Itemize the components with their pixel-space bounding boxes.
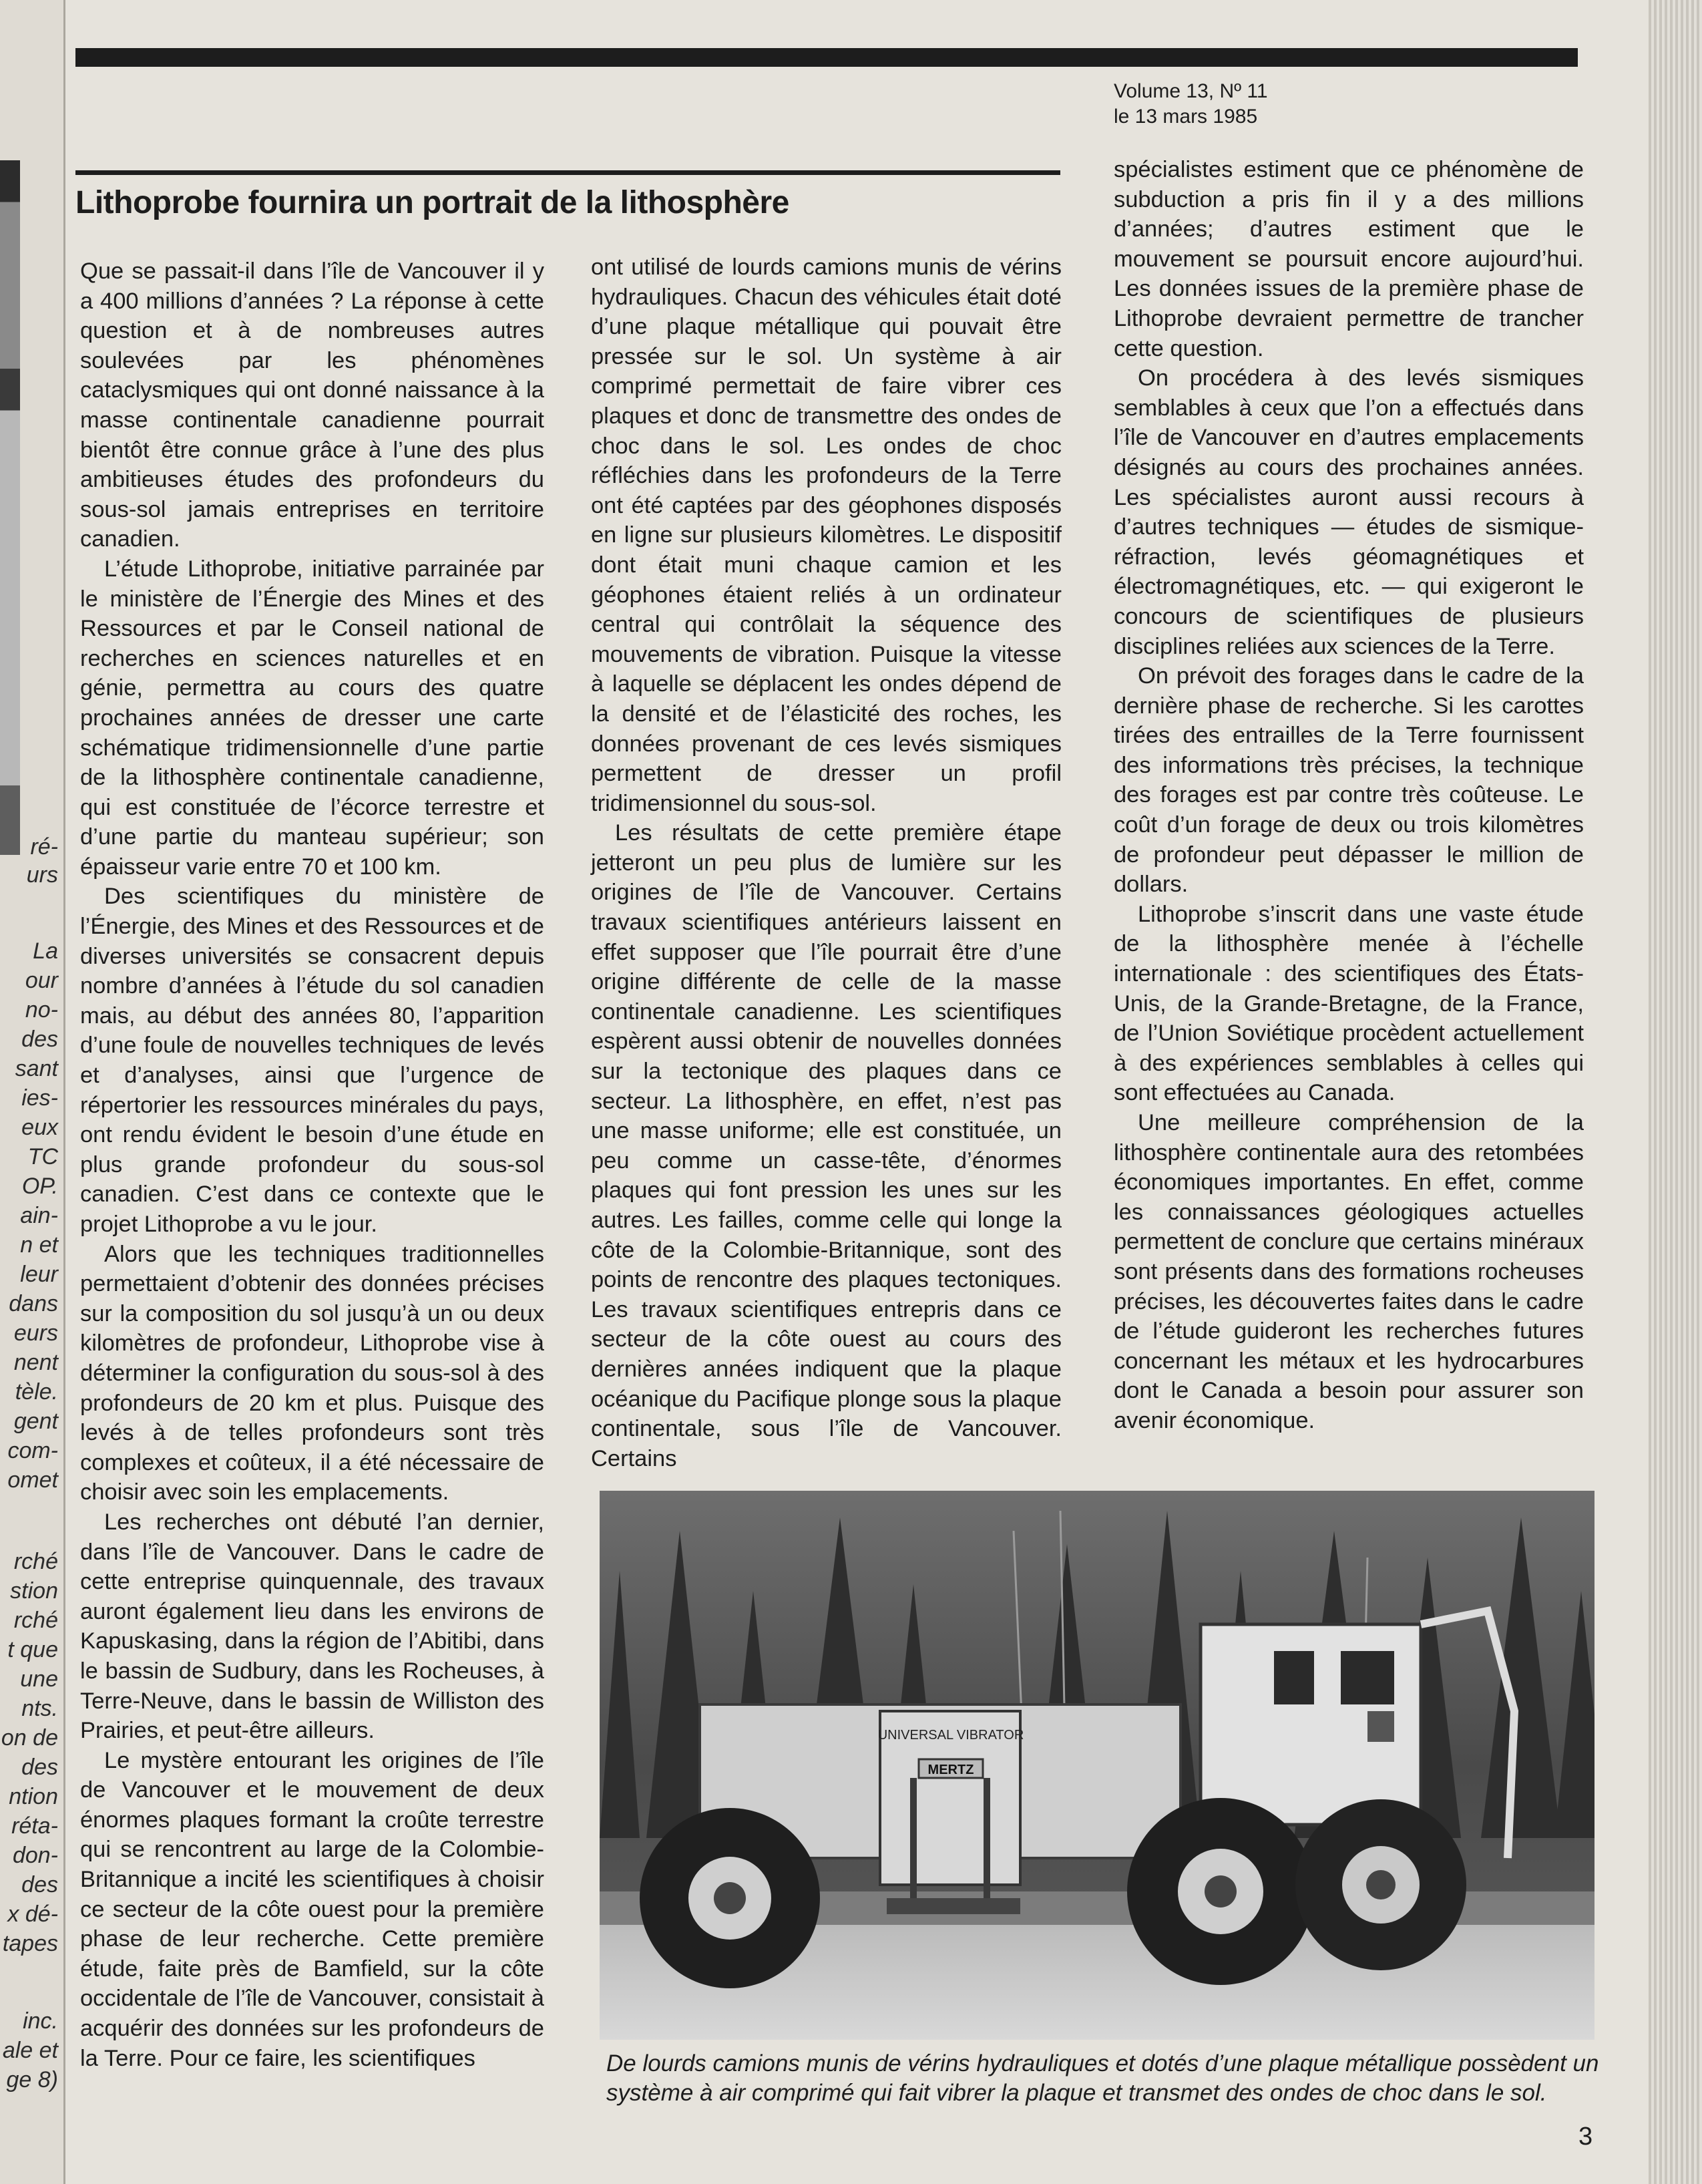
margin-fragment: on de bbox=[1, 1725, 58, 1751]
truck-illustration bbox=[600, 1491, 1594, 2040]
photo-caption: De lourds camions munis de vérins hydrauliques et dotés d’une plaque métallique possèdent un système à air comprimé qui fait vibrer la plaque et transmet des ondes de choc dans le sol. bbox=[606, 2050, 1599, 2106]
issue-volume: Volume 13, Nº 11 bbox=[1114, 80, 1268, 102]
paragraph: Le mystère entourant les origines de l’île de Vancouver et le mouvement de deux énormes plaques formant la croûte terrestre qui se rencontrent au large de la Colombie-Britannique a incité les scientifiques à choisir ce secteur de la côte ouest pour la première phase de leur recherche. Cette première étude, faite près de Bamfield, sur la côte occidentale de l’île de Vancouver, consistait à acquérir des données sur les profondeurs de la Terre. Pour ce faire, les scientifiques bbox=[80, 1747, 544, 2071]
margin-fragment: n et bbox=[20, 1232, 58, 1258]
paragraph: Alors que les techniques traditionnelles permettaient d’obtenir des données précises sur la composition du sol jusqu’à un ou deux kilomètres de profondeur, Lithoprobe vise à déterminer la configuration du sous-sol à des profondeurs de 20 km et plus. Puisque des levés à de telles profondeurs sont très complexes et coûteux, il a été nécessaire de choisir avec soin les emplacements. bbox=[80, 1241, 544, 1505]
paragraph: Les résultats de cette première étape jetteront un peu plus de lumière sur les origines de l’île de Vancouver. Certains travaux scientifiques antérieurs laissent en effet supposer que l’île pourrait être d’une origine différente de celle de la masse continentale canadienne. Les scientifiques espèrent aussi obtenir de nouvelles données sur la tectonique des plaques dans ce secteur. La lithosphère, en effet, n’est pas une masse uniforme; elle est constituée, un peu comme un casse-tête, d’énormes plaques qui font pression les unes sur les autres. Les failles, comme celle qui longe la côte de la Colombie-Britannique, sont des points de rencontre des plaques tectoniques. Les travaux scientifiques entrepris dans ce secteur de la côte ouest au cours des dernières années indiquent que la plaque océanique du Pacifique plonge sous la plaque continentale, sous l’île de Vancouver. Certains bbox=[591, 820, 1062, 1471]
margin-fragment: ies- bbox=[21, 1085, 58, 1111]
margin-fragment: urs bbox=[26, 862, 58, 888]
text-column-2 bbox=[591, 252, 1062, 1473]
margin-fragment: nent bbox=[13, 1350, 58, 1375]
page-number: 3 bbox=[1578, 2123, 1593, 2151]
margin-fragment: des bbox=[21, 1872, 58, 1897]
headline-rule bbox=[75, 170, 1060, 175]
page-stack-edge bbox=[1649, 0, 1702, 2184]
margin-fragment: OP. bbox=[21, 1173, 58, 1199]
paragraph: Une meilleure compréhension de la lithosphère continentale aura des retombées économiques importantes. En effet, comme les connaissances géologiques actuelles permettent de conclure que certains minéraux sont présents dans des formations rocheuses précises, les découvertes faites dans le cadre de l’étude guideront les recherches futures concernant les métaux et les hydrocarbures dont le Canada a besoin pour assurer son avenir économique. bbox=[1114, 1110, 1584, 1433]
paragraph: Des scientifiques du ministère de l’Énergie, des Mines et des Ressources et de diverses universités se consacrent depuis nombre d’années à l’étude du sol canadien mais, au début des années 80, l’apparition d’une foule de nouvelles techniques de levés et d’analyses, ainsi que l’urgence de répertorier les ressources minérales du pays, ont rendu évident le besoin d’une étude en plus grande profondeur du sous-sol canadien. C’est dans ce contexte que le projet Lithoprobe a vu le jour. bbox=[80, 884, 544, 1237]
margin-fragment: ré- bbox=[30, 834, 58, 860]
margin-fragment: des bbox=[21, 1755, 58, 1780]
issue-date: le 13 mars 1985 bbox=[1114, 106, 1258, 128]
margin-fragment: La bbox=[33, 938, 58, 964]
paragraph: On prévoit des forages dans le cadre de la dernière phase de recherche. Si les carottes tirées des entrailles de la Terre fournissent des informations très précises, la technique des forages est par contre très coûteuse. Le coût d’un forage de deux ou trois kilomètres de profondeur peut dépasser le million de dollars. bbox=[1114, 663, 1584, 898]
paragraph: L’étude Lithoprobe, initiative parrainée par le ministère de l’Énergie des Mines et des Ressources et par le Conseil national de recherches en sciences naturelles et en génie, permettra au cours des quatre prochaines années de dresser une carte schématique tridimensionnelle d’une partie de la lithosphère continentale canadienne, qui est constituée de l’écorce terrestre et d’une partie du manteau supérieur; son épaisseur varie entre 70 et 100 km. bbox=[80, 556, 544, 880]
margin-fragment: dans bbox=[9, 1291, 58, 1316]
article-headline: Lithoprobe fournira un portrait de la lithosphère bbox=[75, 185, 789, 220]
top-rule bbox=[75, 48, 1578, 67]
previous-page-margin bbox=[0, 0, 65, 2184]
margin-fragment: tapes bbox=[2, 1931, 58, 1956]
margin-fragment: sant bbox=[15, 1056, 58, 1081]
vehicle-label-text: UNIVERSAL VIBRATOR bbox=[877, 1728, 1024, 1743]
margin-fragment: tèle. bbox=[15, 1379, 58, 1405]
margin-fragment: ge 8) bbox=[6, 2067, 58, 2092]
paragraph: Que se passait-il dans l’île de Vancouver il y a 400 millions d’années ? La réponse à cette question et à de nombreuses autres soulevées par les phénomènes cataclysmiques qui ont donné naissance à la masse continentale canadienne pourrait bientôt être connue grâce à l’une des plus ambitieuses études des profondeurs du sous-sol jamais entreprises en territoire canadien. bbox=[80, 258, 544, 552]
margin-fragment: eux bbox=[21, 1115, 58, 1140]
margin-fragment: com- bbox=[7, 1438, 58, 1463]
text-column-3 bbox=[1114, 155, 1584, 1436]
margin-fragment: une bbox=[20, 1666, 58, 1692]
issue-info bbox=[1114, 79, 1268, 130]
previous-page-photo-edge bbox=[0, 160, 20, 855]
margin-fragment: t que bbox=[7, 1637, 58, 1662]
text-column-1 bbox=[80, 256, 544, 2073]
margin-fragment: omet bbox=[7, 1467, 58, 1493]
margin-fragment: rché bbox=[13, 1549, 58, 1574]
margin-fragment: ale et bbox=[2, 2038, 58, 2063]
margin-fragment: leur bbox=[20, 1262, 58, 1287]
margin-fragment: inc. bbox=[23, 2008, 58, 2034]
paragraph: Lithoprobe s’inscrit dans une vaste étude de la lithosphère menée à l’échelle internationale : des scientifiques des États-Unis, de la Grande-Bretagne, de la France, de l’Union Soviétique procèdent actuellement à des expériences semblables à celles qui sont effectuées au Canada. bbox=[1114, 901, 1584, 1106]
margin-fragment: des bbox=[21, 1027, 58, 1052]
margin-fragment: gent bbox=[13, 1409, 58, 1434]
margin-fragment: nts. bbox=[21, 1696, 58, 1721]
margin-fragment: réta- bbox=[11, 1813, 58, 1839]
brand-plate-text: MERTZ bbox=[927, 1763, 974, 1777]
margin-fragment: rché bbox=[13, 1608, 58, 1633]
margin-fragment: no- bbox=[25, 997, 58, 1023]
margin-fragment: x dé- bbox=[7, 1901, 58, 1927]
paragraph: spécialistes estiment que ce phénomène de subduction a pris fin il y a des millions d’années; d’autres estiment que le mouvement se poursuit encore aujourd’hui. Les données issues de la première phase de Lithoprobe devraient permettre de trancher cette question. bbox=[1114, 157, 1584, 361]
margin-fragment: our bbox=[25, 968, 58, 993]
margin-fragment: ntion bbox=[9, 1784, 58, 1809]
paragraph: ont utilisé de lourds camions munis de vérins hydrauliques. Chacun des véhicules était doté d’une plaque métallique qui pouvait être pressée sur le sol. Un système à air comprimé permettait de faire vibrer ces plaques et donc de transmettre des ondes de choc dans le sol. Les ondes de choc réfléchies dans les profondeurs de la Terre ont été captées par des géophones disposés en ligne sur plusieurs kilomètres. Le dispositif dont était muni chaque camion et les géophones étaient reliés à un ordinateur central qui contrôlait la séquence des mouvements de vibration. Puisque la vitesse à laquelle se déplacent les ondes dépend de la densité et de l’élasticité des roches, les données provenant de ces levés sismiques permettent de dresser un profil tridimensionnel du sous-sol. bbox=[591, 254, 1062, 816]
vibrator-truck-photo bbox=[600, 1491, 1594, 2040]
paragraph: Les recherches ont débuté l’an dernier, dans l’île de Vancouver. Dans le cadre de cette entreprise quinquennale, des travaux auront également lieu dans les environs de Kapuskasing, dans la région de l’Abitibi, dans le bassin de Sudbury, dans les Rocheuses, à Terre-Neuve, dans le bassin de Williston des Prairies, et peut-être ailleurs. bbox=[80, 1509, 544, 1744]
margin-fragment: don- bbox=[12, 1843, 58, 1868]
margin-fragment: stion bbox=[10, 1578, 58, 1604]
margin-fragment: ain- bbox=[20, 1203, 58, 1228]
margin-fragment: eurs bbox=[13, 1320, 58, 1346]
paragraph: On procédera à des levés sismiques semblables à ceux que l’on a effectués dans l’île de Vancouver en d’autres emplacements désignés au cours des prochaines années. Les spécialistes auront aussi recours à d’autres techniques — études de sismique-réfraction, levés géomagnétiques et électromagnétiques, etc. — qui exigeront le concours de scientifiques de plusieurs disciplines reliées aux sciences de la Terre. bbox=[1114, 365, 1584, 659]
margin-fragment: TC bbox=[27, 1144, 58, 1169]
